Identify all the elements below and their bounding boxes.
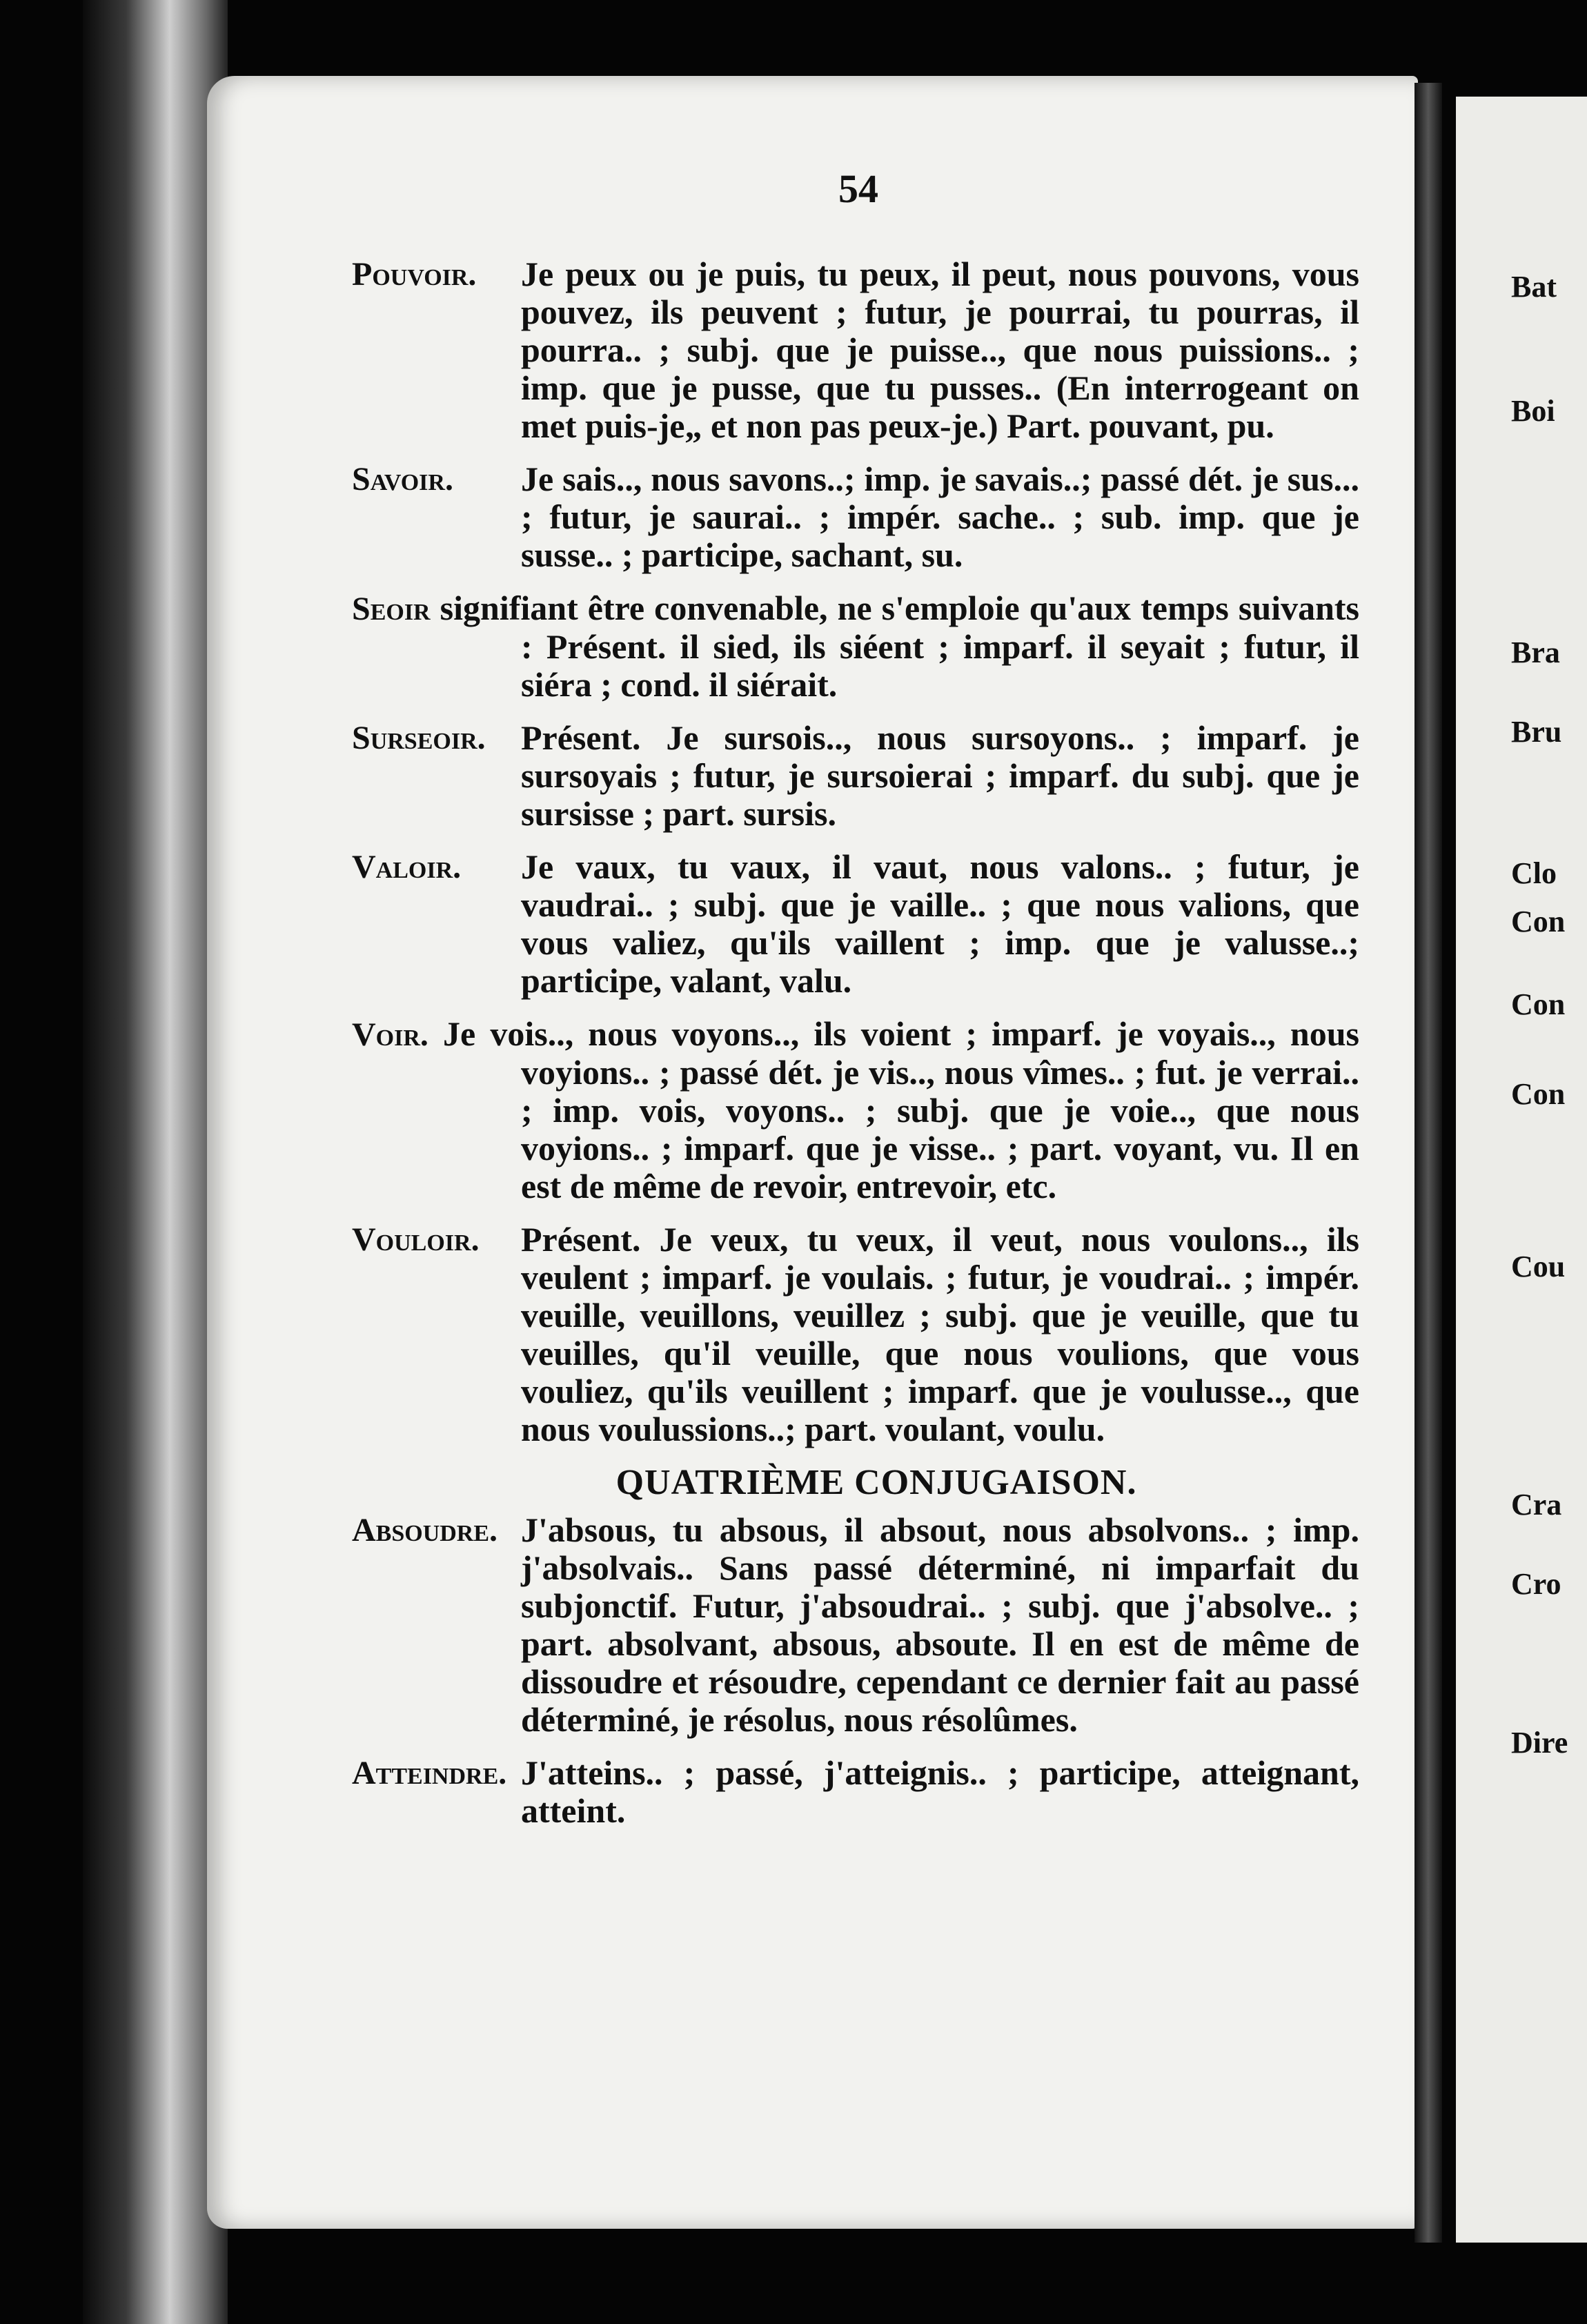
entry-text: Présent. Je sursois.., nous sursoyons.. ; imparf. je sursoyais ; futur, je sursoierai ; imparf. du subj. que je sursisse ; part. sursis. (521, 718, 1359, 833)
page-number: 54 (838, 166, 878, 211)
facing-page-word: Cro (1511, 1567, 1561, 1601)
dictionary-entry (352, 1015, 1359, 1205)
dictionary-entry (352, 1754, 1359, 1830)
dictionary-entry (352, 1511, 1359, 1739)
page-content (352, 255, 1359, 1845)
facing-page-word: Boi (1511, 394, 1555, 428)
entry-term: Savoir. (352, 461, 453, 498)
facing-page-word: Clo (1511, 856, 1557, 890)
entry-term: Absoudre. (352, 1512, 498, 1548)
facing-page-word: Con (1511, 987, 1566, 1021)
dictionary-entry (352, 589, 1359, 704)
dictionary-entry (352, 848, 1359, 1000)
facing-page-word: Bra (1511, 636, 1560, 669)
entry-text: Je sais.., nous savons..; imp. je savais..; passé dét. je sus... ; futur, je saurai.. ; impér. sache.. ; sub. imp. que je susse.. ; participe, sachant, su. (521, 460, 1359, 574)
entry-term: Pouvoir. (352, 256, 477, 293)
entry-text: Je peux ou je puis, tu peux, il peut, nous pouvons, vous pouvez, ils peuvent ; futur, je pourrai, tu pourras, il pourra.. ; subj. que je puisse.., que nous puissions.. ; imp. que je pusse, que tu pusses.. (En interrogeant on met puis-je„ et non pas peux-je.) Part. pouvant, pu. (521, 255, 1359, 445)
facing-page-word: Con (1511, 1077, 1566, 1111)
facing-page-word: Con (1511, 905, 1566, 938)
section-heading: QUATRIÈME CONJUGAISON. (615, 1463, 1137, 1502)
dictionary-entry (352, 719, 1359, 833)
facing-page-word: Cra (1511, 1488, 1562, 1522)
facing-page-word: Dire (1511, 1726, 1568, 1760)
entry-term: Seoir (352, 591, 431, 627)
entry-term: Vouloir. (352, 1221, 480, 1258)
entry-text: Je vois.., nous voyons.., ils voient ; imparf. je voyais.., nous voyions.. ; passé dét. je vis.., nous vîmes.. ; fut. je verrai.. ; imp. vois, voyons.. ; subj. que je voie.., que nous voyions.. ; imparf. que je visse.. ; part. voyant, vu. Il en est de même de revoir, entrevoir, etc. (443, 1014, 1359, 1205)
facing-page-word: Bat (1511, 270, 1557, 304)
page-gutter (1414, 83, 1442, 2243)
facing-page-word: Cou (1511, 1250, 1566, 1283)
entry-text: J'absous, tu absous, il absout, nous absolvons.. ; imp. j'absolvais.. Sans passé déterminé, ni imparfait du subjonctif. Futur, j'absoudrai.. ; subj. que j'absolve.. ; part. absolvant, absous, absoute. Il en est de même de dissoudre et résoudre, cependant ce dernier fait au passé déterminé, je résolus, nous résolûmes. (521, 1510, 1359, 1739)
entry-term: Surseoir. (352, 720, 486, 756)
book-spine (83, 0, 228, 2324)
entry-text: signifiant être convenable, ne s'emploie qu'aux temps suivants : Présent. il sied, ils siéent ; imparf. il seyait ; futur, il siéra ; cond. il siérait. (440, 589, 1359, 704)
entry-text: Je vaux, tu vaux, il vaut, nous valons.. ; futur, je vaudrai.. ; subj. que je vaille.. ; que nous valions, que vous valiez, qu'ils vaillent ; imp. que je valusse..; participe, valant, valu. (521, 847, 1359, 1000)
entry-term: Voir. (352, 1016, 428, 1053)
facing-page-word: Bru (1511, 715, 1562, 749)
facing-page-edge (1456, 97, 1587, 2243)
dictionary-entry (352, 460, 1359, 574)
entry-term: Valoir. (352, 849, 462, 885)
entry-text: J'atteins.. ; passé, j'atteignis.. ; participe, atteignant, atteint. (521, 1753, 1359, 1830)
dictionary-entry (352, 255, 1359, 445)
entry-text: Présent. Je veux, tu veux, il veut, nous voulons.., ils veulent ; imparf. je voulais. ; futur, je voudrai.. ; impér. veuille, veuillons, veuillez ; subj. que je veuille, que tu veuilles, qu'il veuille, que nous voulions, que vous vouliez, qu'ils veuillent ; imparf. que je voulusse.., que nous voulussions..; part. voulant, voulu. (521, 1220, 1359, 1448)
dictionary-entry (352, 1221, 1359, 1448)
entry-term: Atteindre. (352, 1755, 507, 1791)
